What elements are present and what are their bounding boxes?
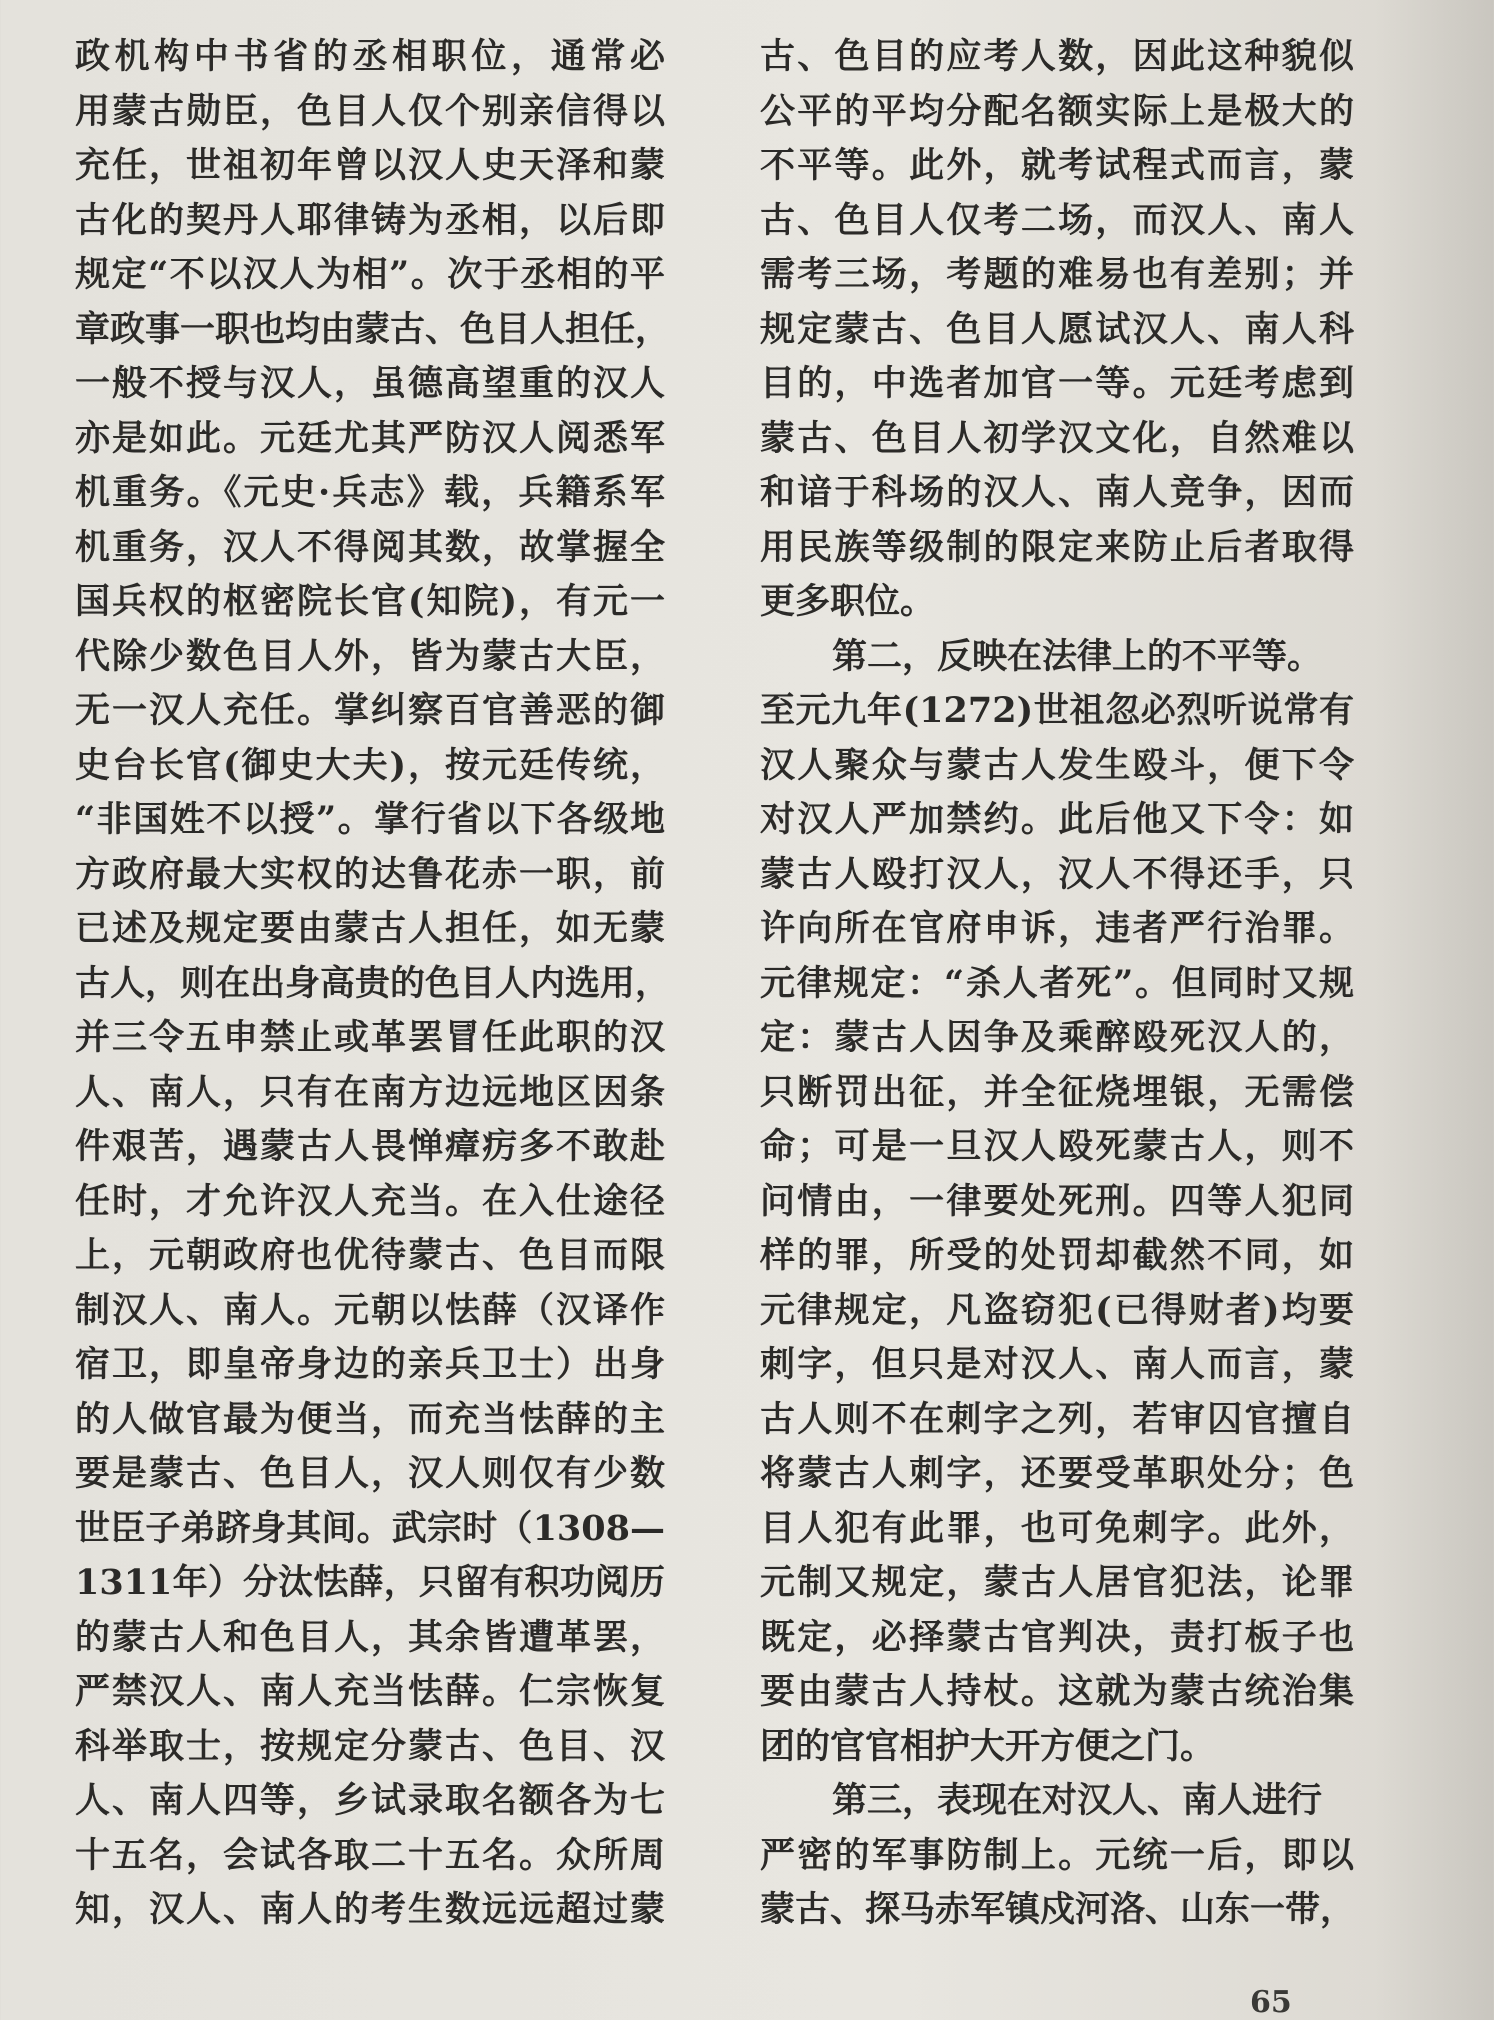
text-line: 十五名，会试各取二十五名。众所周 (75, 1834, 665, 1876)
text-line: 汉人聚众与蒙古人发生殴斗，便下令 (760, 744, 1354, 786)
text-line: 机重务。《元史·兵志》载，兵籍系军 (75, 472, 665, 513)
text-line: 至元九年(1272)世祖忽必烈听说常有 (760, 690, 1354, 731)
text-line: 政机构中书省的丞相职位，通常必 (75, 36, 665, 77)
text-line: 科举取士，按规定分蒙古、色目、汉 (75, 1725, 665, 1767)
text-line: 要由蒙古人持杖。这就为蒙古统治集 (760, 1671, 1354, 1712)
text-line: 上，元朝政府也优待蒙古、色目而限 (75, 1235, 665, 1276)
text-line: 问情由，一律要处死刑。四等人犯同 (760, 1180, 1354, 1222)
text-line: 亦是如此。元廷尤其严防汉人阅悉军 (75, 417, 665, 459)
text-line: 史台长官(御史大夫)，按元廷传统， (75, 744, 665, 786)
text-line: 用蒙古勋臣，色目人仅个别亲信得以 (75, 90, 665, 132)
text-line: 并三令五申禁止或革罢冒任此职的汉 (75, 1017, 665, 1058)
text-line: 既定，必择蒙古官判决，责打板子也 (760, 1616, 1354, 1658)
text-line: 方政府最大实权的达鲁花赤一职，前 (75, 853, 665, 895)
text-line: 团的官官相护大开方便之门。 (760, 1725, 1216, 1767)
text-line: 件艰苦，遇蒙古人畏惮瘴疠多不敢赴 (75, 1126, 665, 1167)
text-line: 充任，世祖初年曾以汉人史天泽和蒙 (75, 145, 665, 186)
text-line: 不平等。此外，就考试程式而言，蒙 (760, 145, 1354, 186)
text-line: 一般不授与汉人，虽德高望重的汉人 (75, 363, 665, 404)
text-line: 目人犯有此罪，也可免刺字。此外， (760, 1507, 1354, 1549)
text-line: 古人则不在刺字之列，若审囚官擅自 (760, 1398, 1354, 1440)
text-line: 命；可是一旦汉人殴死蒙古人，则不 (760, 1126, 1354, 1167)
text-line: 的人做官最为便当，而充当怯薛的主 (75, 1398, 665, 1440)
text-line: 古人，则在出身高贵的色目人内选用， (75, 962, 671, 1004)
text-line: 世臣子弟跻身其间。武宗时（1308— (75, 1507, 665, 1549)
text-line: 需考三场，考题的难易也有差别；并 (760, 254, 1354, 295)
text-line: 无一汉人充任。掌纠察百官善恶的御 (75, 690, 665, 731)
page-number: 65 (1250, 1985, 1292, 2020)
text-line: 严禁汉人、南人充当怯薛。仁宗恢复 (75, 1671, 665, 1712)
text-line: 蒙古、色目人初学汉文化，自然难以 (760, 417, 1354, 459)
text-line: 严密的军事防制上。元统一后，即以 (760, 1834, 1354, 1876)
text-line: 元律规定，凡盗窃犯(已得财者)均要 (760, 1289, 1354, 1331)
text-line: 样的罪，所受的处罚却截然不同，如 (760, 1235, 1354, 1276)
text-line: 定：蒙古人因争及乘醉殴死汉人的， (760, 1017, 1354, 1058)
text-line: 任时，才允许汉人充当。在入仕途径 (75, 1180, 665, 1222)
text-line: 人、南人，只有在南方边远地区因条 (75, 1071, 665, 1113)
left-text-column (75, 30, 671, 1938)
text-line: “非国姓不以授”。掌行省以下各级地 (75, 799, 665, 840)
text-line: 公平的平均分配名额实际上是极大的 (760, 90, 1354, 132)
text-line: 要是蒙古、色目人，汉人则仅有少数 (75, 1453, 665, 1494)
text-line: 章政事一职也均由蒙古、色目人担任， (75, 308, 671, 350)
text-line: 刺字，但只是对汉人、南人而言，蒙 (760, 1344, 1354, 1385)
text-line: 蒙古、探马赤军镇戍河洛、山东一带， (760, 1889, 1356, 1930)
text-line: 第二，反映在法律上的不平等。 (832, 635, 1323, 677)
text-line: 规定“不以汉人为相”。次于丞相的平 (75, 254, 665, 295)
text-line: 用民族等级制的限定来防止后者取得 (760, 526, 1354, 568)
text-line: 许向所在官府申诉，违者严行治罪。 (760, 908, 1354, 949)
text-line: 将蒙古人刺字，还要受革职处分；色 (760, 1453, 1354, 1494)
text-line: 1311年）分汰怯薛，只留有积功阅历 (75, 1562, 665, 1603)
text-line: 知，汉人、南人的考生数远远超过蒙 (75, 1889, 665, 1930)
text-line: 古、色目人仅考二场，而汉人、南人 (760, 199, 1354, 241)
right-text-column (760, 30, 1354, 1938)
text-line: 蒙古人殴打汉人，汉人不得还手，只 (760, 853, 1354, 895)
text-line: 古、色目的应考人数，因此这种貌似 (760, 36, 1354, 77)
text-line: 元律规定：“杀人者死”。但同时又规 (760, 962, 1354, 1004)
text-line: 人、南人四等，乡试录取名额各为七 (75, 1780, 665, 1821)
text-line: 的蒙古人和色目人，其余皆遭革罢， (75, 1616, 665, 1658)
text-line: 目的，中选者加官一等。元廷考虑到 (760, 363, 1354, 404)
text-line: 更多职位。 (760, 581, 936, 622)
text-line: 已述及规定要由蒙古人担任，如无蒙 (75, 908, 665, 949)
text-line: 只断罚出征，并全征烧埋银，无需偿 (760, 1071, 1354, 1113)
text-line: 国兵权的枢密院长官(知院)，有元一 (75, 581, 665, 622)
text-line: 规定蒙古、色目人愿试汉人、南人科 (760, 308, 1354, 350)
text-line: 宿卫，即皇帝身边的亲兵卫士）出身 (75, 1344, 665, 1385)
text-line: 古化的契丹人耶律铸为丞相，以后即 (75, 199, 665, 241)
text-line: 对汉人严加禁约。此后他又下令：如 (760, 799, 1354, 840)
text-line: 元制又规定，蒙古人居官犯法，论罪 (760, 1562, 1354, 1603)
text-line: 和谙于科场的汉人、南人竞争，因而 (760, 472, 1354, 513)
text-line: 代除少数色目人外，皆为蒙古大臣， (75, 635, 665, 677)
text-line: 第三，表现在对汉人、南人进行 (832, 1780, 1323, 1821)
text-line: 制汉人、南人。元朝以怯薛（汉译作 (75, 1289, 665, 1331)
text-line: 机重务，汉人不得阅其数，故掌握全 (75, 526, 665, 568)
